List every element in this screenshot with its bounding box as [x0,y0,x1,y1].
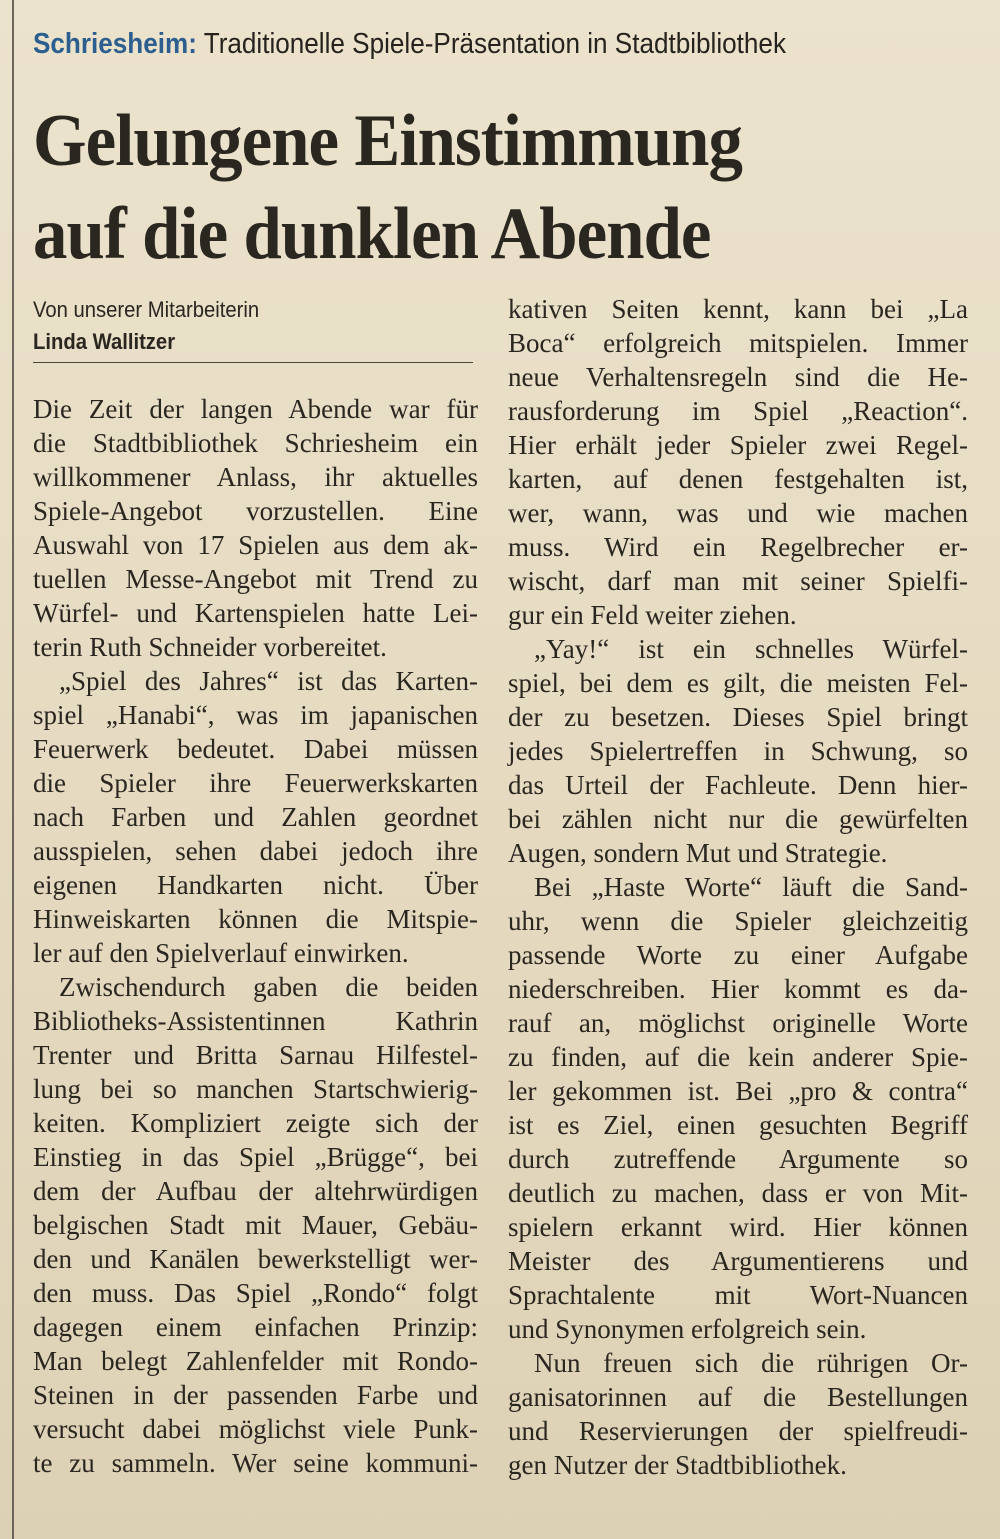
text-line: dagegen einem einfachen Prinzip: [33,1312,478,1342]
text-line: „Spiel des Jahres“ ist das Karten- [59,666,478,696]
text-line: Feuerwerk bedeutet. Dabei müssen [33,734,478,764]
text-line: versucht dabei möglichst viele Punk- [33,1414,478,1444]
text-line: und Reservierungen der spielfreudi- [508,1416,968,1446]
text-line: „Yay!“ ist ein schnelles Würfel- [534,634,968,664]
text-line: Zwischendurch gaben die beiden [59,972,478,1002]
text-line: gur ein Feld weiter ziehen. [508,600,797,630]
text-line: rausforderung im Spiel „Reaction“. [508,396,968,426]
text-line: ler auf den Spielverlauf einwirken. [33,938,409,968]
article-column-left [33,392,478,1480]
byline [33,294,473,358]
text-line: das Urteil der Fachleute. Denn hier- [508,770,968,800]
text-line: te zu sammeln. Wer seine kommuni- [33,1448,478,1478]
text-line: und Synonymen erfolgreich sein. [508,1314,867,1344]
text-line: zu finden, auf die kein anderer Spie- [508,1042,968,1072]
text-line: die Stadtbibliothek Schriesheim ein [33,428,478,458]
text-line: Steinen in der passenden Farbe und [33,1380,478,1410]
kicker-line [33,22,888,66]
text-line: gen Nutzer der Stadtbibliothek. [508,1450,847,1480]
text-line: Bei „Haste Worte“ läuft die Sand- [534,872,968,902]
text-line: Nun freuen sich die rührigen Or- [534,1348,968,1378]
text-line: willkommener Anlass, ihr aktuelles [33,462,478,492]
text-line: ist es Ziel, einen gesuchten Begriff [508,1110,968,1140]
text-line: terin Ruth Schneider vorbereitet. [33,632,387,662]
text-line: Augen, sondern Mut und Strategie. [508,838,888,868]
text-line: die Spieler ihre Feuerwerkskarten [33,768,478,798]
text-line: den muss. Das Spiel „Rondo“ folgt [33,1278,478,1308]
byline-author: Linda Wallitzer [33,329,176,354]
text-line: karten, auf denen festgehalten ist, [508,464,968,494]
text-line: den und Kanälen bewerkstelligt wer- [33,1244,478,1274]
headline-line-1: Gelungene Einstimmung [33,100,742,182]
text-line: lung bei so manchen Startschwierig- [33,1074,478,1104]
text-line: Sprachtalente mit Wort-Nuancen [508,1280,968,1310]
text-line: der zu besetzen. Dieses Spiel bringt [508,702,968,732]
text-line: durch zutreffende Argumente so [508,1144,968,1174]
text-line: Boca“ erfolgreich mitspielen. Immer [508,328,968,358]
text-line: muss. Wird ein Regelbrecher er- [508,532,968,562]
text-line: Meister des Argumentierens und [508,1246,968,1276]
text-line: kativen Seiten kennt, kann bei „La [508,294,968,324]
byline-intro: Von unserer Mitarbeiterin [33,297,260,322]
text-line: Hier erhält jeder Spieler zwei Regel- [508,430,968,460]
kicker-text: Traditionelle Spiele-Präsentation in Stadtbibliothek [203,28,787,60]
text-line: uhr, wenn die Spieler gleichzeitig [508,906,968,936]
text-line: dem der Aufbau der altehrwürdigen [33,1176,478,1206]
text-line: rauf an, möglichst originelle Worte [508,1008,968,1038]
text-line: Die Zeit der langen Abende war für [33,394,478,424]
text-line: neue Verhaltensregeln sind die He- [508,362,968,392]
headline [33,95,983,281]
text-line: wischt, darf man mit seiner Spielfi- [508,566,968,596]
headline-line-2: auf die dunklen Abende [33,193,711,275]
text-line: niederschreiben. Hier kommt es da- [508,974,968,1004]
text-line: eigenen Handkarten nicht. Über [33,870,478,900]
kicker-place: Schriesheim: [33,28,197,60]
text-line: Spiele-Angebot vorzustellen. Eine [33,496,478,526]
text-line: jedes Spielertreffen in Schwung, so [508,736,968,766]
text-line: deutlich zu machen, dass er von Mit- [508,1178,968,1208]
text-line: Würfel- und Kartenspielen hatte Lei- [33,598,478,628]
text-line: spiel, bei dem es gilt, die meisten Fel- [508,668,968,698]
text-line: Man belegt Zahlenfelder mit Rondo- [33,1346,478,1376]
text-line: passende Worte zu einer Aufgabe [508,940,968,970]
text-line: tuellen Messe-Angebot mit Trend zu [33,564,478,594]
text-line: Auswahl von 17 Spielen aus dem ak- [33,530,478,560]
text-line: nach Farben und Zahlen geordnet [33,802,478,832]
text-line: Hinweiskarten können die Mitspie- [33,904,478,934]
column-rule [12,0,14,1539]
text-line: keiten. Kompliziert zeigte sich der [33,1108,478,1138]
text-line: Bibliotheks-Assistentinnen Kathrin [33,1006,478,1036]
text-line: bei zählen nicht nur die gewürfelten [508,804,968,834]
text-line: spielern erkannt wird. Hier können [508,1212,968,1242]
text-line: ganisatorinnen auf die Bestellungen [508,1382,968,1412]
text-line: wer, wann, was und wie machen [508,498,968,528]
article-column-right [508,292,968,1482]
byline-divider [33,362,473,363]
text-line: ausspielen, sehen dabei jedoch ihre [33,836,478,866]
text-line: ler gekommen ist. Bei „pro & contra“ [508,1076,968,1106]
text-line: belgischen Stadt mit Mauer, Gebäu- [33,1210,478,1240]
text-line: Einstieg in das Spiel „Brügge“, bei [33,1142,478,1172]
text-line: Trenter und Britta Sarnau Hilfestel- [33,1040,478,1070]
text-line: spiel „Hanabi“, was im japanischen [33,700,478,730]
